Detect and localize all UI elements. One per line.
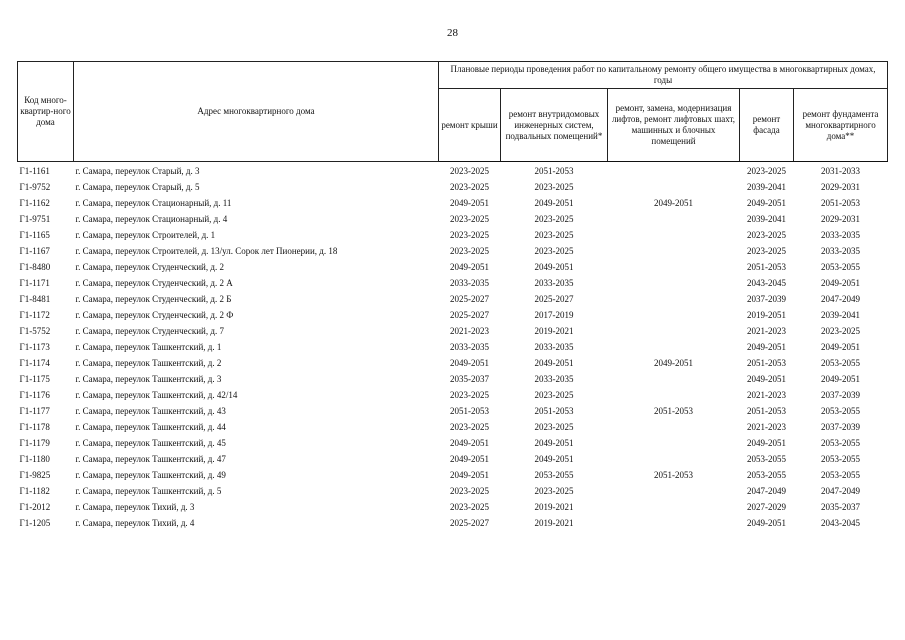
cell-elevators bbox=[608, 371, 740, 387]
cell-address: г. Самара, переулок Ташкентский, д. 42/14 bbox=[75, 390, 238, 400]
cell-foundation: 2029-2031 bbox=[821, 214, 861, 224]
cell-address: г. Самара, переулок Стационарный, д. 11 bbox=[75, 198, 232, 208]
cell-roof: 2049-2051 bbox=[450, 358, 489, 368]
cell-elevators bbox=[608, 162, 740, 180]
cell-roof: 2051-2053 bbox=[450, 406, 489, 416]
cell-code: Г1-5752 bbox=[19, 326, 51, 336]
cell-code: Г1-9751 bbox=[19, 214, 51, 224]
cell-code: Г1-1174 bbox=[19, 358, 50, 368]
cell-systems: 2051-2053 bbox=[534, 406, 574, 416]
cell-roof: 2023-2025 bbox=[450, 166, 489, 176]
cell-systems: 2051-2053 bbox=[534, 166, 574, 176]
cell-facade: 2023-2025 bbox=[747, 166, 786, 176]
cell-address: г. Самара, переулок Старый, д. 3 bbox=[75, 166, 200, 176]
cell-facade: 2049-2051 bbox=[747, 518, 786, 528]
cell-facade: 2051-2053 bbox=[747, 406, 786, 416]
header-row-top bbox=[18, 62, 888, 89]
cell-elevators: 2049-2051 bbox=[654, 198, 693, 208]
cell-roof: 2023-2025 bbox=[450, 390, 489, 400]
cell-foundation: 2053-2055 bbox=[821, 262, 861, 272]
cell-address: г. Самара, переулок Стационарный, д. 4 bbox=[75, 214, 228, 224]
cell-facade: 2049-2051 bbox=[747, 374, 786, 384]
cell-foundation: 2051-2053 bbox=[821, 198, 861, 208]
cell-code: Г1-1177 bbox=[19, 406, 50, 416]
header-code: Код много-квартир-ного дома bbox=[18, 62, 74, 162]
cell-code: Г1-8480 bbox=[19, 262, 51, 272]
table-row bbox=[18, 243, 888, 259]
cell-address: г. Самара, переулок Ташкентский, д. 49 bbox=[75, 470, 226, 480]
header-roof: ремонт крыши bbox=[439, 89, 501, 162]
cell-systems: 2023-2025 bbox=[534, 486, 574, 496]
header-systems: ремонт внутридомовых инженерных систем, подвальных помещений* bbox=[501, 89, 608, 162]
cell-systems: 2025-2027 bbox=[534, 294, 574, 304]
table-row bbox=[18, 195, 888, 211]
cell-foundation: 2053-2055 bbox=[821, 454, 861, 464]
cell-roof: 2023-2025 bbox=[450, 230, 489, 240]
cell-roof: 2025-2027 bbox=[450, 518, 489, 528]
table-row bbox=[18, 339, 888, 355]
cell-systems: 2049-2051 bbox=[534, 454, 574, 464]
cell-roof: 2023-2025 bbox=[450, 502, 489, 512]
cell-elevators bbox=[608, 387, 740, 403]
header-periods-group: Плановые периоды проведения работ по капитальному ремонту общего имущества в многоквартирных домах, годы bbox=[439, 62, 888, 89]
cell-systems: 2049-2051 bbox=[534, 198, 574, 208]
cell-facade: 2049-2051 bbox=[747, 342, 786, 352]
cell-address: г. Самара, переулок Ташкентский, д. 47 bbox=[75, 454, 226, 464]
cell-systems: 2023-2025 bbox=[534, 246, 574, 256]
cell-roof: 2049-2051 bbox=[450, 198, 489, 208]
cell-code: Г1-1175 bbox=[19, 374, 50, 384]
table-row bbox=[18, 179, 888, 195]
cell-facade: 2051-2053 bbox=[747, 358, 786, 368]
cell-elevators bbox=[608, 515, 740, 531]
cell-facade: 2053-2055 bbox=[747, 470, 786, 480]
cell-systems: 2017-2019 bbox=[534, 310, 574, 320]
capital-repair-table bbox=[17, 61, 888, 531]
cell-systems: 2019-2021 bbox=[534, 502, 574, 512]
cell-address: г. Самара, переулок Ташкентский, д. 3 bbox=[75, 374, 222, 384]
cell-roof: 2025-2027 bbox=[450, 310, 489, 320]
table-row bbox=[18, 307, 888, 323]
cell-address: г. Самара, переулок Тихий, д. 4 bbox=[75, 518, 195, 528]
cell-foundation: 2033-2035 bbox=[821, 246, 861, 256]
table-row bbox=[18, 162, 888, 180]
cell-code: Г1-1205 bbox=[19, 518, 51, 528]
cell-systems: 2023-2025 bbox=[534, 422, 574, 432]
cell-facade: 2049-2051 bbox=[747, 198, 786, 208]
cell-foundation: 2035-2037 bbox=[821, 502, 861, 512]
cell-foundation: 2053-2055 bbox=[821, 438, 861, 448]
cell-address: г. Самара, переулок Тихий, д. 3 bbox=[75, 502, 195, 512]
cell-elevators bbox=[608, 339, 740, 355]
cell-code: Г1-1167 bbox=[19, 246, 50, 256]
cell-code: Г1-1162 bbox=[19, 198, 50, 208]
cell-code: Г1-9752 bbox=[19, 182, 51, 192]
cell-roof: 2023-2025 bbox=[450, 486, 489, 496]
cell-foundation: 2049-2051 bbox=[821, 278, 861, 288]
table-row bbox=[18, 499, 888, 515]
cell-roof: 2033-2035 bbox=[450, 342, 489, 352]
cell-facade: 2049-2051 bbox=[747, 438, 786, 448]
cell-facade: 2021-2023 bbox=[747, 390, 786, 400]
cell-elevators: 2049-2051 bbox=[654, 358, 693, 368]
table-row bbox=[18, 403, 888, 419]
cell-foundation: 2037-2039 bbox=[821, 390, 861, 400]
cell-facade: 2023-2025 bbox=[747, 230, 786, 240]
cell-code: Г1-1179 bbox=[19, 438, 50, 448]
cell-facade: 2047-2049 bbox=[747, 486, 786, 496]
cell-foundation: 2031-2033 bbox=[821, 166, 861, 176]
cell-foundation: 2053-2055 bbox=[821, 358, 861, 368]
cell-foundation: 2037-2039 bbox=[821, 422, 861, 432]
table-row bbox=[18, 371, 888, 387]
cell-address: г. Самара, переулок Строителей, д. 13/ул. Сорок лет Пионерии, д. 18 bbox=[75, 246, 338, 256]
cell-address: г. Самара, переулок Студенческий, д. 7 bbox=[75, 326, 224, 336]
header-foundation: ремонт фундамента многоквартирного дома** bbox=[794, 89, 888, 162]
table-row bbox=[18, 435, 888, 451]
cell-roof: 2049-2051 bbox=[450, 262, 489, 272]
cell-systems: 2033-2035 bbox=[534, 374, 574, 384]
cell-code: Г1-1165 bbox=[19, 230, 50, 240]
cell-address: г. Самара, переулок Ташкентский, д. 44 bbox=[75, 422, 226, 432]
cell-systems: 2019-2021 bbox=[534, 518, 574, 528]
cell-systems: 2033-2035 bbox=[534, 342, 574, 352]
cell-code: Г1-1182 bbox=[19, 486, 50, 496]
cell-facade: 2021-2023 bbox=[747, 326, 786, 336]
cell-code: Г1-1176 bbox=[19, 390, 50, 400]
cell-address: г. Самара, переулок Студенческий, д. 2 А bbox=[75, 278, 233, 288]
cell-roof: 2025-2027 bbox=[450, 294, 489, 304]
cell-facade: 2037-2039 bbox=[747, 294, 786, 304]
header-address: Адрес многоквартирного дома bbox=[74, 62, 439, 162]
cell-elevators bbox=[608, 323, 740, 339]
cell-elevators bbox=[608, 483, 740, 499]
cell-systems: 2053-2055 bbox=[534, 470, 574, 480]
header-facade: ремонт фасада bbox=[740, 89, 794, 162]
cell-facade: 2021-2023 bbox=[747, 422, 786, 432]
cell-systems: 2049-2051 bbox=[534, 438, 574, 448]
cell-elevators bbox=[608, 499, 740, 515]
page-number: 28 bbox=[447, 27, 458, 39]
cell-facade: 2019-2051 bbox=[747, 310, 786, 320]
table-row bbox=[18, 451, 888, 467]
cell-roof: 2021-2023 bbox=[450, 326, 489, 336]
cell-address: г. Самара, переулок Студенческий, д. 2 bbox=[75, 262, 224, 272]
cell-code: Г1-1161 bbox=[19, 166, 50, 176]
cell-facade: 2039-2041 bbox=[747, 182, 786, 192]
cell-foundation: 2053-2055 bbox=[821, 406, 861, 416]
table-row bbox=[18, 483, 888, 499]
cell-elevators bbox=[608, 307, 740, 323]
cell-foundation: 2047-2049 bbox=[821, 294, 861, 304]
cell-address: г. Самара, переулок Студенческий, д. 2 Б bbox=[75, 294, 232, 304]
cell-systems: 2023-2025 bbox=[534, 182, 574, 192]
cell-address: г. Самара, переулок Ташкентский, д. 45 bbox=[75, 438, 226, 448]
cell-address: г. Самара, переулок Старый, д. 5 bbox=[75, 182, 200, 192]
cell-elevators bbox=[608, 211, 740, 227]
cell-code: Г1-1178 bbox=[19, 422, 50, 432]
table-row bbox=[18, 259, 888, 275]
table-row bbox=[18, 355, 888, 371]
cell-roof: 2023-2025 bbox=[450, 182, 489, 192]
cell-elevators: 2051-2053 bbox=[654, 470, 693, 480]
cell-roof: 2049-2051 bbox=[450, 470, 489, 480]
table-row bbox=[18, 515, 888, 531]
cell-address: г. Самара, переулок Ташкентский, д. 5 bbox=[75, 486, 222, 496]
cell-systems: 2049-2051 bbox=[534, 358, 574, 368]
cell-code: Г1-1180 bbox=[19, 454, 50, 464]
cell-foundation: 2049-2051 bbox=[821, 374, 861, 384]
cell-foundation: 2029-2031 bbox=[821, 182, 861, 192]
cell-address: г. Самара, переулок Ташкентский, д. 2 bbox=[75, 358, 222, 368]
cell-address: г. Самара, переулок Ташкентский, д. 43 bbox=[75, 406, 226, 416]
cell-foundation: 2049-2051 bbox=[821, 342, 861, 352]
table-row bbox=[18, 211, 888, 227]
cell-roof: 2023-2025 bbox=[450, 214, 489, 224]
table-row bbox=[18, 227, 888, 243]
cell-code: Г1-1171 bbox=[19, 278, 50, 288]
cell-facade: 2027-2029 bbox=[747, 502, 786, 512]
cell-elevators bbox=[608, 243, 740, 259]
table-row bbox=[18, 419, 888, 435]
cell-elevators bbox=[608, 259, 740, 275]
cell-elevators bbox=[608, 227, 740, 243]
cell-roof: 2049-2051 bbox=[450, 454, 489, 464]
table-row bbox=[18, 275, 888, 291]
cell-foundation: 2023-2025 bbox=[821, 326, 861, 336]
cell-code: Г1-2012 bbox=[19, 502, 51, 512]
cell-roof: 2023-2025 bbox=[450, 246, 489, 256]
header-elevators: ремонт, замена, модернизация лифтов, ремонт лифтовых шахт, машинных и блочных помещений bbox=[608, 89, 740, 162]
cell-elevators bbox=[608, 275, 740, 291]
cell-elevators bbox=[608, 451, 740, 467]
cell-systems: 2023-2025 bbox=[534, 230, 574, 240]
cell-address: г. Самара, переулок Студенческий, д. 2 Ф bbox=[75, 310, 234, 320]
cell-systems: 2019-2021 bbox=[534, 326, 574, 336]
cell-systems: 2049-2051 bbox=[534, 262, 574, 272]
cell-elevators: 2051-2053 bbox=[654, 406, 693, 416]
cell-facade: 2053-2055 bbox=[747, 454, 786, 464]
table-row bbox=[18, 387, 888, 403]
cell-roof: 2049-2051 bbox=[450, 438, 489, 448]
cell-foundation: 2033-2035 bbox=[821, 230, 861, 240]
cell-foundation: 2039-2041 bbox=[821, 310, 861, 320]
cell-foundation: 2047-2049 bbox=[821, 486, 861, 496]
cell-facade: 2051-2053 bbox=[747, 262, 786, 272]
cell-code: Г1-1173 bbox=[19, 342, 50, 352]
cell-address: г. Самара, переулок Ташкентский, д. 1 bbox=[75, 342, 222, 352]
cell-code: Г1-8481 bbox=[19, 294, 51, 304]
cell-systems: 2033-2035 bbox=[534, 278, 574, 288]
cell-address: г. Самара, переулок Строителей, д. 1 bbox=[75, 230, 216, 240]
cell-elevators bbox=[608, 291, 740, 307]
cell-roof: 2035-2037 bbox=[450, 374, 489, 384]
cell-facade: 2039-2041 bbox=[747, 214, 786, 224]
cell-elevators bbox=[608, 419, 740, 435]
cell-roof: 2033-2035 bbox=[450, 278, 489, 288]
cell-foundation: 2053-2055 bbox=[821, 470, 861, 480]
table-row bbox=[18, 291, 888, 307]
cell-elevators bbox=[608, 179, 740, 195]
cell-code: Г1-9825 bbox=[19, 470, 51, 480]
cell-facade: 2023-2025 bbox=[747, 246, 786, 256]
table-row bbox=[18, 467, 888, 483]
cell-code: Г1-1172 bbox=[19, 310, 50, 320]
cell-systems: 2023-2025 bbox=[534, 390, 574, 400]
table-body bbox=[18, 162, 888, 532]
cell-elevators bbox=[608, 435, 740, 451]
cell-roof: 2023-2025 bbox=[450, 422, 489, 432]
cell-systems: 2023-2025 bbox=[534, 214, 574, 224]
cell-foundation: 2043-2045 bbox=[821, 518, 861, 528]
table-row bbox=[18, 323, 888, 339]
cell-facade: 2043-2045 bbox=[747, 278, 786, 288]
